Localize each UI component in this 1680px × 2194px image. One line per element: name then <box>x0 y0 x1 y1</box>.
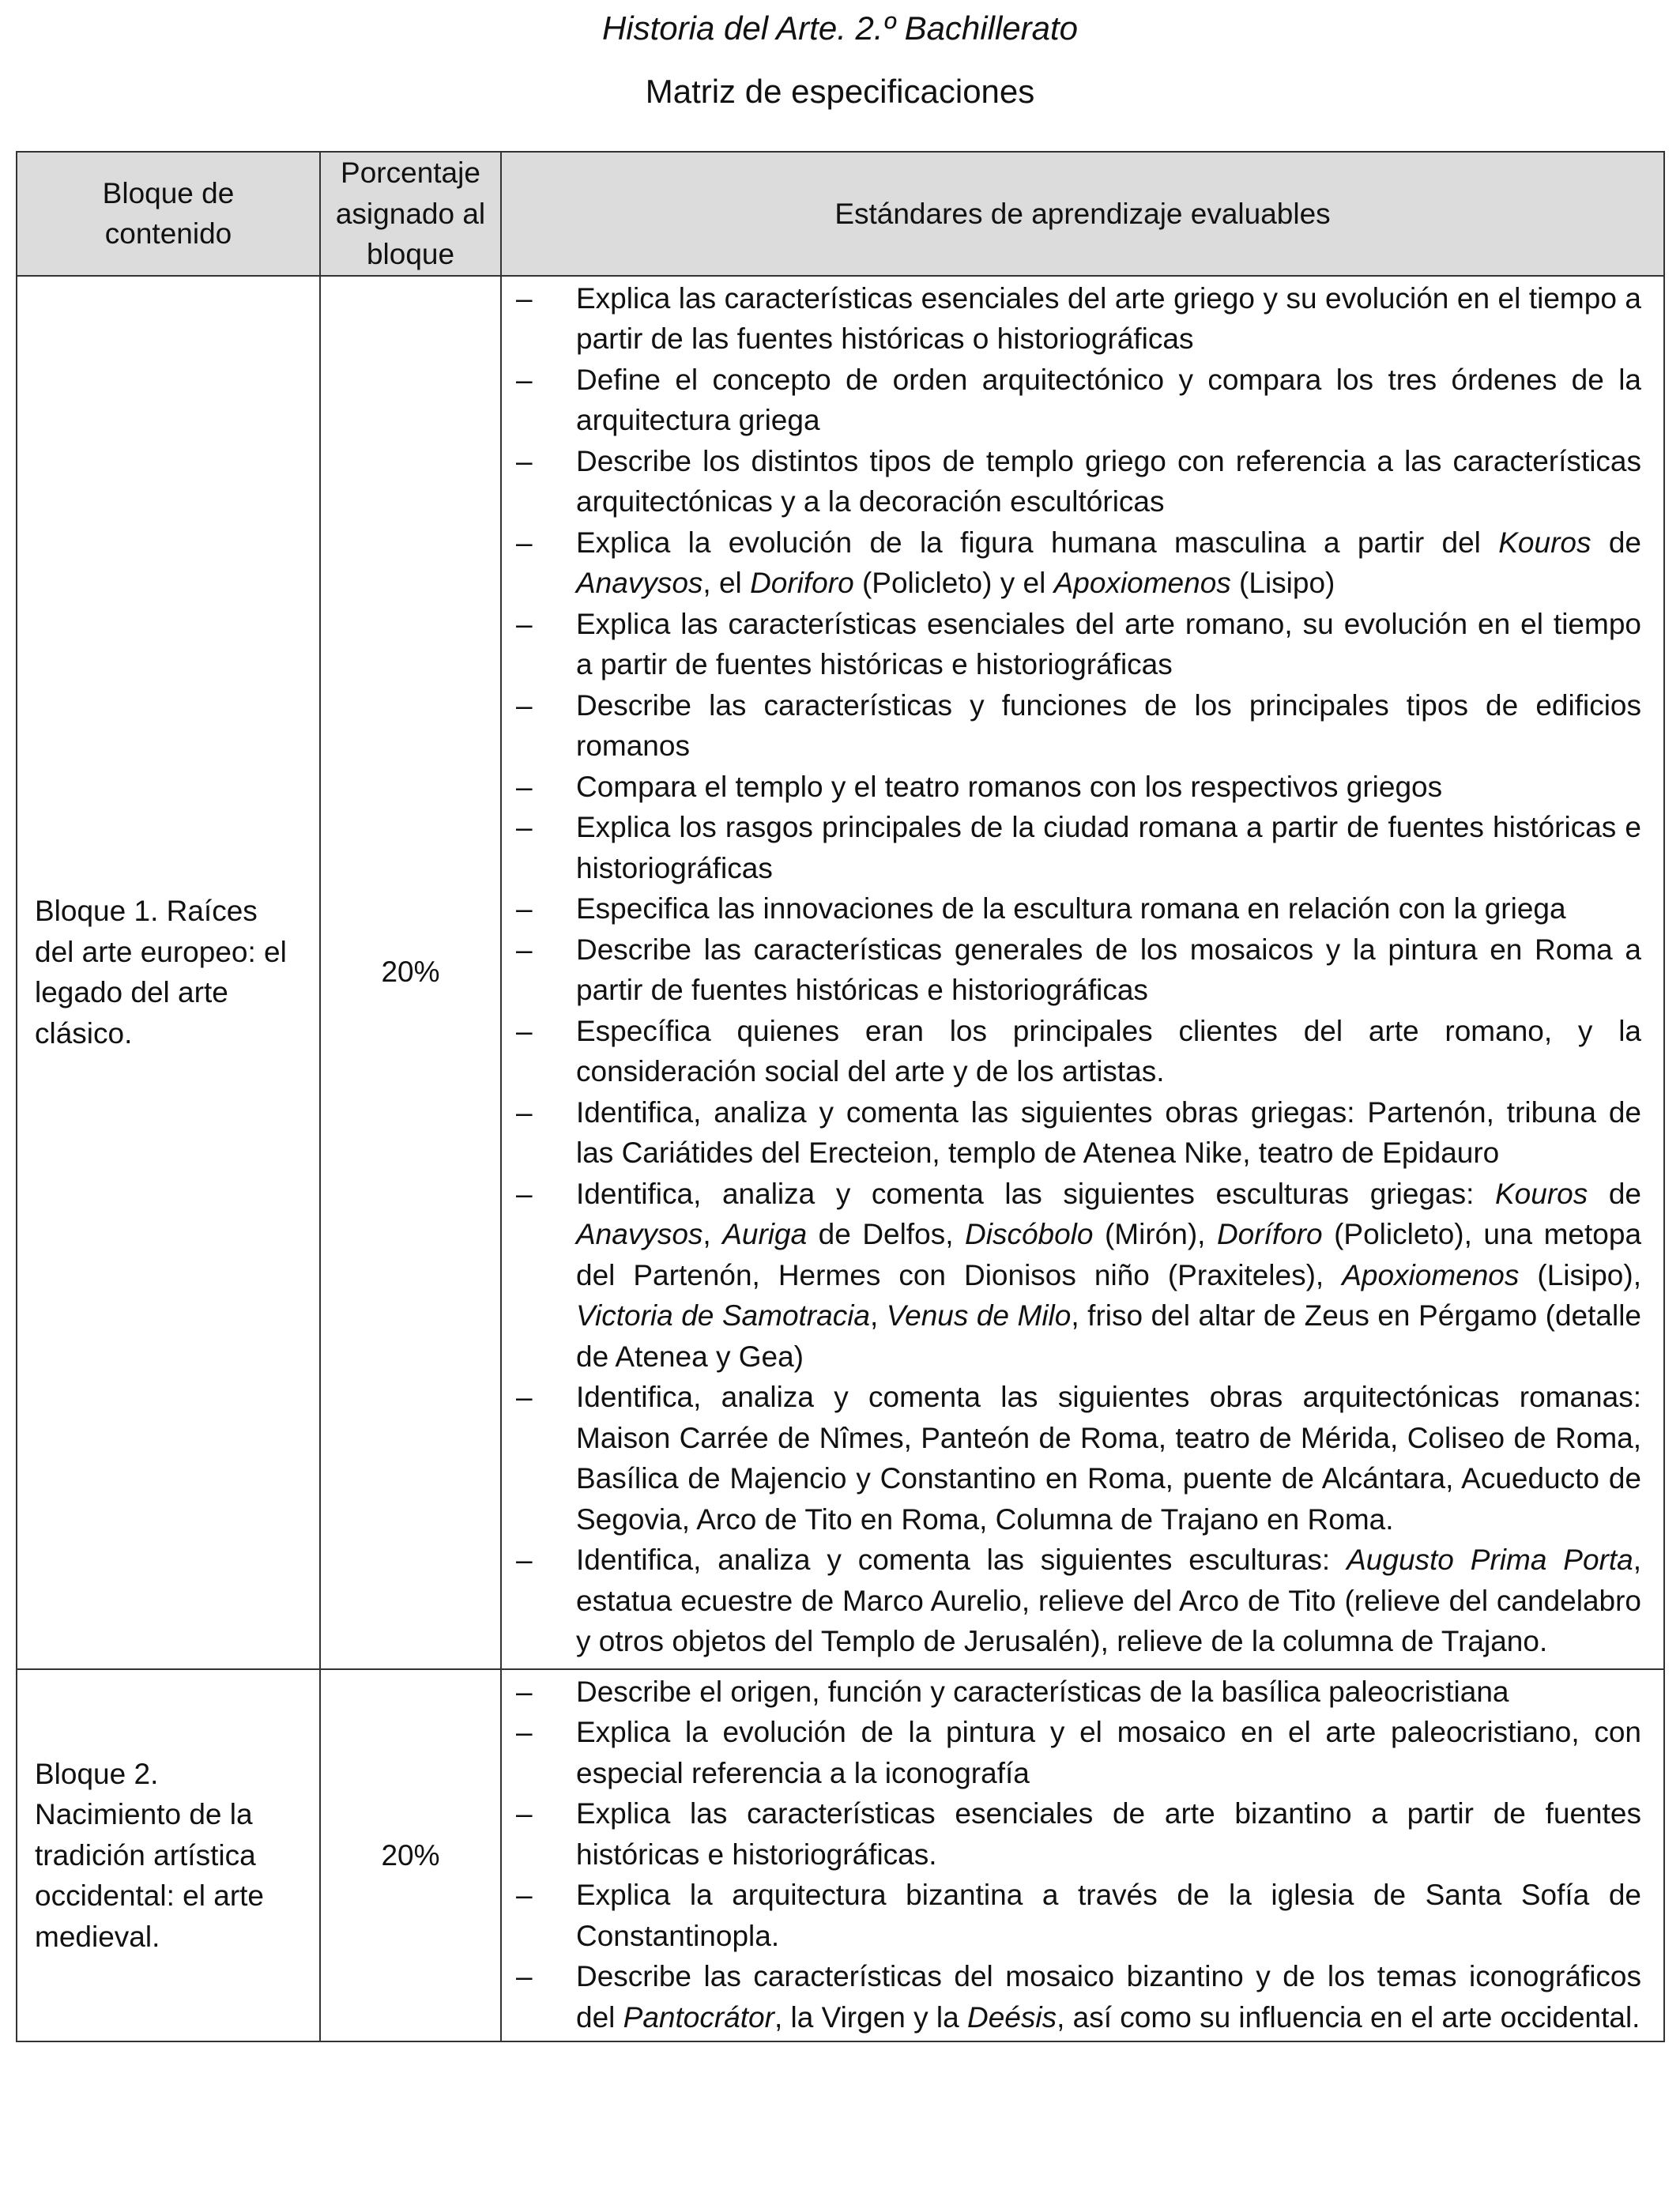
italic-work-title: Kouros <box>1495 1177 1588 1210</box>
standard-item <box>516 1174 1641 1378</box>
standard-item <box>516 1712 1641 1793</box>
dash-bullet: – <box>516 1095 533 1129</box>
standard-item <box>516 1672 1641 1713</box>
dash-bullet: – <box>516 526 533 559</box>
standard-text: Identifica, analiza y comenta las siguientes obras griegas: Partenón, tribuna de las Cariátides del Erecteion, templo de Atenea Nike, teatro de Epidauro <box>576 1095 1641 1169</box>
standard-text: Identifica, analiza y comenta las siguientes obras arquitectónicas romanas: Maison Carrée de Nîmes, Panteón de Roma, teatro de Mérida, Coliseo de Roma, Basílica de Majencio y Constantino en Roma, puente de Alcántara, Acueducto de Segovia, Arco de Tito en Roma, Columna de Trajano en Roma. <box>576 1381 1641 1536</box>
italic-work-title: Discóbolo <box>965 1218 1094 1250</box>
italic-work-title: Doríforo <box>1216 1218 1323 1250</box>
dash-bullet: – <box>516 688 533 722</box>
standard-text: , la Virgen y la <box>774 2000 967 2034</box>
standard-item <box>516 360 1641 441</box>
dash-bullet: – <box>516 770 533 803</box>
italic-work-title: Pantocrátor <box>623 2000 774 2034</box>
standard-text: (Lisipo) <box>1230 567 1335 599</box>
header-block: Bloque de contenido <box>17 152 320 276</box>
standard-text: , el <box>703 567 751 599</box>
standard-text: Específica quienes eran los principales clientes del arte romano, y la consideración social del arte y de los artistas. <box>576 1014 1641 1088</box>
italic-work-title: Deésis <box>967 2000 1057 2034</box>
standards-cell <box>501 276 1664 1669</box>
standard-text: Define el concepto de orden arquitectónico y compara los tres órdenes de la arquitectura griega <box>576 363 1641 436</box>
standard-item <box>516 929 1641 1011</box>
italic-work-title: Anavysos <box>576 1218 703 1250</box>
dash-bullet: – <box>516 811 533 843</box>
standard-text: de <box>1591 526 1641 559</box>
standard-text: (Policleto), una metopa del Partenón, Hermes con Dionisos niño (Praxiteles), <box>576 1218 1642 1291</box>
standard-text: de <box>1588 1177 1641 1210</box>
dash-bullet: – <box>516 363 533 396</box>
italic-work-title: Apoxiomenos <box>1053 567 1231 599</box>
dash-bullet: – <box>516 892 533 925</box>
standard-item <box>516 1875 1641 1956</box>
dash-bullet: – <box>516 1716 533 1748</box>
block-percentage: 20% <box>320 276 501 1669</box>
standard-text: Identifica, analiza y comenta las siguientes esculturas griegas: <box>576 1177 1495 1210</box>
italic-work-title: Auriga <box>722 1218 808 1250</box>
standard-text: , <box>870 1299 887 1332</box>
standard-text: Identifica, analiza y comenta las siguientes esculturas: <box>576 1544 1347 1576</box>
standard-text: de Delfos, <box>807 1218 965 1250</box>
table-header-row <box>17 152 1664 276</box>
standard-text: Compara el templo y el teatro romanos con los respectivos griegos <box>576 770 1443 803</box>
standard-text: Explica la arquitectura bizantina a través de la iglesia de Santa Sofía de Constantinopla. <box>576 1879 1641 1952</box>
standard-text: (Mirón), <box>1093 1218 1217 1250</box>
header-standards: Estándares de aprendizaje evaluables <box>501 152 1664 276</box>
italic-work-title: Apoxiomenos <box>1342 1258 1520 1291</box>
standard-item <box>516 1092 1641 1174</box>
standard-text: Explica las características esenciales de arte bizantino a partir de fuentes históricas e historiográficas. <box>576 1797 1641 1871</box>
dash-bullet: – <box>516 1675 533 1708</box>
italic-work-title: Augusto Prima Porta <box>1347 1544 1633 1576</box>
standard-item <box>516 1956 1641 2038</box>
standard-item <box>516 685 1641 767</box>
standards-list <box>516 1672 1641 2038</box>
dash-bullet: – <box>516 281 533 315</box>
document-title: Historia del Arte. 2.º Bachillerato <box>601 9 1079 47</box>
standard-item <box>516 604 1641 685</box>
standard-text: Especifica las innovaciones de la escultura romana en relación con la griega <box>576 892 1566 925</box>
dash-bullet: – <box>516 933 533 966</box>
header-percentage: Porcentaje asignado al bloque <box>320 152 501 276</box>
dash-bullet: – <box>516 444 533 477</box>
italic-work-title: Victoria de Samotracia <box>576 1299 871 1332</box>
standard-text: , friso del altar de Zeus en Pérgamo (detalle de Atenea y Gea) <box>576 1299 1642 1373</box>
standard-item <box>516 441 1641 522</box>
standard-text: Explica la evolución de la pintura y el mosaico en el arte paleocristiano, con especial referencia a la iconografía <box>576 1716 1641 1789</box>
standard-item <box>516 1540 1641 1662</box>
dash-bullet: – <box>516 607 533 640</box>
standard-text: Describe los distintos tipos de templo griego con referencia a las características arquitectónicas y a la decoración escultóricas <box>576 444 1641 518</box>
standard-item <box>516 767 1641 808</box>
table-row <box>17 1669 1664 2042</box>
standard-text: , así como su influencia en el arte occidental. <box>1057 2000 1640 2034</box>
block-name: Bloque 2. Nacimiento de la tradición artística occidental: el arte medieval. <box>17 1669 320 2042</box>
dash-bullet: – <box>516 1879 533 1911</box>
standard-text: , estatua ecuestre de Marco Aurelio, relieve del Arco de Tito (relieve del candelabro y otros objetos del Templo de Jerusalén), relieve de la columna de Trajano. <box>576 1544 1641 1657</box>
dash-bullet: – <box>516 1544 533 1576</box>
dash-bullet: – <box>516 1381 533 1413</box>
standard-text: , <box>703 1218 723 1250</box>
standard-text: Explica los rasgos principales de la ciudad romana a partir de fuentes históricas e historiográficas <box>576 811 1641 884</box>
document-subtitle: Matriz de especificaciones <box>645 73 1035 110</box>
dash-bullet: – <box>516 1014 533 1047</box>
italic-work-title: Doriforo <box>750 567 854 599</box>
dash-bullet: – <box>516 1960 533 1992</box>
standard-text: Describe las características generales de los mosaicos y la pintura en Roma a partir de fuentes históricas e historiográficas <box>576 933 1641 1006</box>
standard-text: (Lisipo), <box>1519 1258 1641 1291</box>
standard-text: Explica la evolución de la figura humana masculina a partir del <box>576 526 1499 559</box>
standards-cell <box>501 1669 1664 2042</box>
block-name: Bloque 1. Raíces del arte europeo: el legado del arte clásico. <box>17 276 320 1669</box>
italic-work-title: Venus de Milo <box>886 1299 1072 1332</box>
dash-bullet: – <box>516 1797 533 1830</box>
standard-text: Explica las características esenciales del arte griego y su evolución en el tiempo a partir de las fuentes históricas o historiográficas <box>576 281 1641 355</box>
standards-list <box>516 278 1641 1662</box>
standard-item <box>516 1377 1641 1540</box>
standard-text: Explica las características esenciales del arte romano, su evolución en el tiempo a partir de fuentes históricas e historiográficas <box>576 607 1641 680</box>
dash-bullet: – <box>516 1177 533 1210</box>
standard-item <box>516 1793 1641 1875</box>
standard-item <box>516 888 1641 929</box>
block-percentage: 20% <box>320 1669 501 2042</box>
table-row <box>17 276 1664 1669</box>
specifications-table <box>16 151 1665 2042</box>
standard-text: (Policleto) y el <box>853 567 1054 599</box>
italic-work-title: Anavysos <box>576 567 703 599</box>
standard-text: Describe el origen, función y características de la basílica paleocristiana <box>576 1675 1509 1708</box>
italic-work-title: Kouros <box>1498 526 1591 559</box>
standard-item <box>516 1011 1641 1092</box>
standard-text: Describe las características del mosaico bizantino y de los temas iconográficos del <box>576 1960 1641 2034</box>
standard-item <box>516 278 1641 360</box>
standard-item <box>516 522 1641 604</box>
standard-item <box>516 807 1641 888</box>
standard-text: Describe las características y funciones de los principales tipos de edificios romanos <box>576 688 1641 762</box>
